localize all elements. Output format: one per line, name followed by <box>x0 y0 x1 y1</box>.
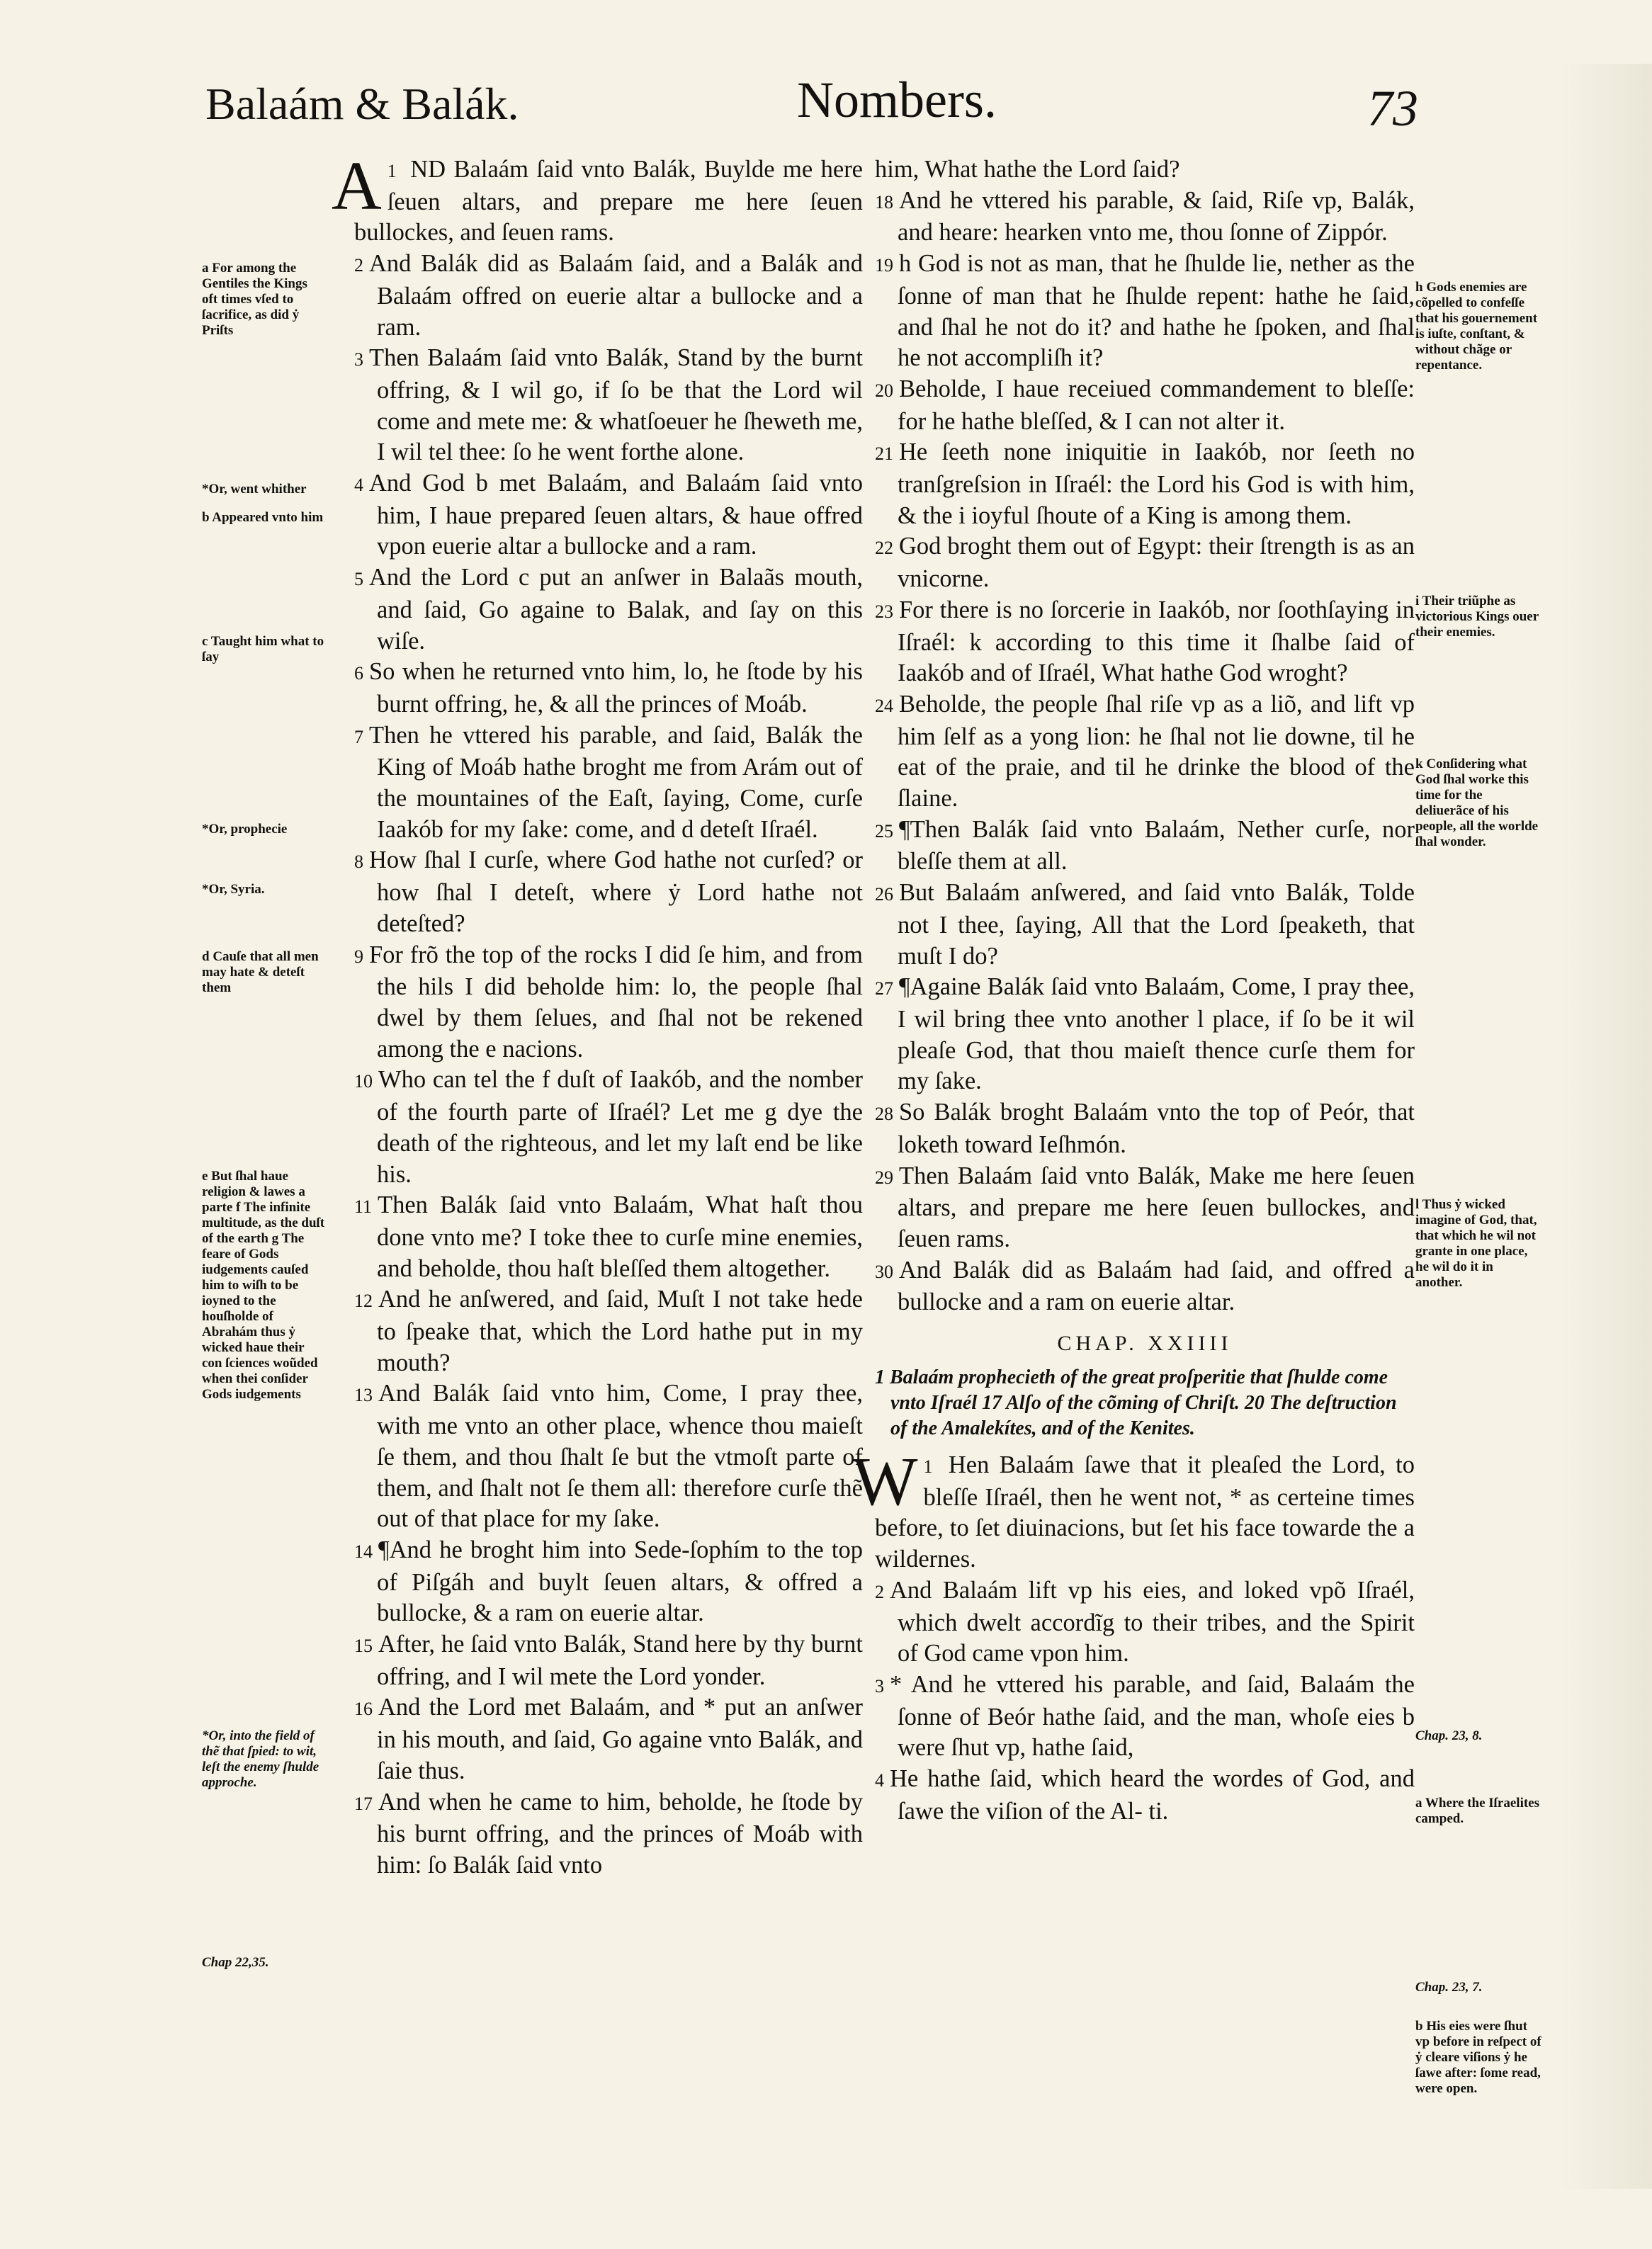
verse-text: How ſhal I curſe, where God hathe not curſed? or how ſhal I deteſt, where ẏ Lord hathe not deteſted? <box>369 846 863 937</box>
verse-number: 30 <box>875 1261 893 1282</box>
chapter-heading: CHAP. XXIIII <box>1057 1332 1233 1356</box>
verse <box>354 1692 863 1786</box>
verse-number: 27 <box>875 978 893 999</box>
left-column <box>332 148 863 1881</box>
verse-number: 3 <box>875 1675 884 1696</box>
verse-text: h God is not as man, that he ſhulde lie, nether as the ſonne of man that he ſhulde repent: hathe he ſaid, and ſhal he not do it? and hathe he ſpoken, and ſhal he not accompliſh it? <box>898 250 1415 372</box>
verse-number: 18 <box>875 191 893 213</box>
verse-number: 8 <box>354 851 363 873</box>
verse-text: But Balaám anſwered, and ſaid vnto Balák, Tolde not I thee, ſaying, All that the Lord ſpeaketh, that muſt I do? <box>898 879 1415 970</box>
margin-note: l Thus ẏ wicked imagine of God, that, that which he wil not grante in one place, he wil do it in another. <box>1415 1197 1537 1290</box>
verse-number: 5 <box>354 569 363 590</box>
verse <box>875 595 1415 689</box>
verse <box>875 249 1415 374</box>
drop-cap: W <box>852 1444 918 1521</box>
verse <box>875 374 1415 437</box>
verse <box>354 720 863 846</box>
verse-number: 10 <box>354 1071 373 1092</box>
verse-text: And when he came to him, beholde, he ſtode by his burnt offring, and the princes of Moáb with him: ſo Balák ſaid vnto <box>377 1788 863 1879</box>
verse-text: * And he vttered his parable, and ſaid, Balaám the ſonne of Beór hathe ſaid, and the man, whoſe eies b were ſhut vp, hathe ſaid, <box>890 1670 1415 1762</box>
verse <box>875 1097 1415 1160</box>
verse-text: For there is no ſorcerie in Iaakób, nor ſoothſaying in Iſraél: k according to this time it ſhalbe ſaid of Iaakób and of Iſraél, What hathe God wroght? <box>898 596 1415 687</box>
verse-text: After, he ſaid vnto Balák, Stand here by thy burnt offring, and I wil mete the Lord yonder. <box>377 1631 863 1690</box>
verse-number: 17 <box>354 1793 373 1814</box>
verse <box>852 1444 1415 1575</box>
verse <box>875 186 1415 249</box>
verse-number: 6 <box>354 663 363 684</box>
margin-note: Chap. 23, 7. <box>1415 1980 1483 1995</box>
verse-number: 25 <box>875 820 893 842</box>
verse-number: 24 <box>875 695 893 716</box>
facing-page-bleed <box>1558 64 1652 2189</box>
verse-number: 3 <box>354 349 363 370</box>
verse <box>354 1629 863 1692</box>
verse-number: 23 <box>875 601 893 622</box>
margin-note: k Conſidering what God ſhal worke this time for the deliuerãce of his people, all the worlde ſhal wonder. <box>1415 757 1539 849</box>
verse-text: So when he returned vnto him, lo, he ſtode by his burnt offring, he, & all the princes of Moáb. <box>369 658 863 718</box>
verse-number: 12 <box>354 1291 373 1312</box>
margin-note: d Cauſe that all men may hate & deteſt them <box>202 949 319 995</box>
verse-number: 26 <box>875 884 893 905</box>
verse-text: God broght them out of Egypt: their ſtrength is as an vnicorne. <box>898 533 1415 593</box>
verse <box>354 657 863 720</box>
margin-note: b Appeared vnto him <box>202 510 324 525</box>
verse-number: 13 <box>354 1385 373 1406</box>
margin-note: *Or, Syria. <box>202 882 265 897</box>
verse-text: And he anſwered, and ſaid, Muſt I not take hede to ſpeake that, which the Lord hathe put in my mouth? <box>377 1286 863 1376</box>
verse-text: Hen Balaám ſawe that it pleaſed the Lord, to bleſſe Iſraél, then he went not, * as certeine times before, to ſet diuinacions, but ſet his face towarde the a wildernes. <box>875 1451 1415 1573</box>
margin-note: Chap 22,35. <box>202 1955 269 1970</box>
verse-number: 21 <box>875 443 893 465</box>
verse <box>354 249 863 343</box>
verse <box>875 878 1415 972</box>
verse <box>875 154 1415 186</box>
verse <box>875 1161 1415 1255</box>
verse-number: 16 <box>354 1699 373 1720</box>
verse-text: He ſeeth none iniquitie in Iaakób, nor ſeeth no tranſgreſsion in Iſraél: the Lord his God is with him, & the i ioyful ſhoute of a King is among them. <box>898 438 1415 529</box>
verse <box>354 940 863 1065</box>
margin-note: h Gods enemies are cõpelled to confeſſe that his gouernement is iuſte, conſtant, & without chãge or repentance. <box>1415 280 1538 373</box>
verse-number: 15 <box>354 1636 373 1657</box>
verse-number: 7 <box>354 726 363 747</box>
verse <box>875 1670 1415 1764</box>
verse-number: 11 <box>354 1196 373 1218</box>
right-column <box>852 154 1415 1827</box>
verse-text: Then Balaám ſaid vnto Balák, Stand by the burnt offring, & I wil go, if ſo be that the Lord wil come and mete me: & whatſoeuer he ſheweth me, I wil tel thee: ſo he went forthe alone. <box>369 344 863 466</box>
margin-note: a For among the Gentiles the Kings oft times vſed to ſacrifice, as did ẏ Priſts <box>202 261 307 338</box>
verse <box>354 1190 863 1284</box>
verse <box>354 845 863 939</box>
verse <box>875 1575 1415 1670</box>
verse-text: So Balák broght Balaám vnto the top of Peór, that loketh toward Ieſhmón. <box>898 1099 1415 1158</box>
verse-text: And the Lord met Balaám, and * put an anſwer in his mouth, and ſaid, Go againe vnto Balák, and ſaie thus. <box>377 1694 863 1784</box>
verse-text: And Balák did as Balaám ſaid, and a Balák and Balaám offred on euerie altar a bullocke and a ram. <box>369 250 863 341</box>
margin-note: *Or, went whither <box>202 482 307 497</box>
verse-number: 20 <box>875 380 893 401</box>
verse-text: And God b met Balaám, and Balaám ſaid vnto him, I haue prepared ſeuen altars, & haue offred vpon euerie altar a bullocke and a ram. <box>369 470 863 560</box>
chapter-summary: 1 Balaám prophecieth of the great proſperitie that ſhulde come vnto Iſraél 17 Alſo of the cõming of Chriſt. 20 The deſtruction of the Amalekítes, and of the Kenites. <box>875 1366 1397 1440</box>
margin-note: e But ſhal haue religion & lawes a parte f The infinite multitude, as the duſt of the earth g The feare of Gods iudgements cauſed him to wiſh to be ioyned to the houſholde of Abrahám thus ẏ wicked haue their con ſciences woũded when thei conſider Gods iudgements <box>202 1169 325 1402</box>
verse-text: And Balák did as Balaám had ſaid, and offred a bullocke and a ram on euerie altar. <box>898 1256 1415 1316</box>
verse-text: Then Balaám ſaid vnto Balák, Make me here ſeuen altars, and prepare me here ſeuen bullockes, and ſeuen rams. <box>898 1162 1415 1252</box>
page-number: 73 <box>1367 80 1418 137</box>
verse-number: 2 <box>875 1581 884 1602</box>
verse <box>354 1065 863 1190</box>
verse <box>354 1535 863 1629</box>
margin-note: c Taught him what to ſay <box>202 634 324 664</box>
verse-number: 4 <box>875 1770 884 1791</box>
margin-note: Chap. 23, 8. <box>1415 1728 1483 1743</box>
verse <box>875 531 1415 594</box>
margin-note: i Their triũphe as victorious Kings ouer their enemies. <box>1415 594 1539 640</box>
verse <box>354 1787 863 1881</box>
verse <box>875 689 1415 815</box>
verse <box>875 972 1415 1097</box>
verse <box>354 343 863 468</box>
verse-text: For frõ the top of the rocks I did ſe him, and from the hils I did beholde him: lo, the people ſhal dwel by them ſelues, and ſhal not be rekened among the e nacions. <box>369 941 863 1063</box>
verse-text: And he vttered his parable, & ſaid, Riſe vp, Balák, and heare: hearken vnto me, thou ſonne of Zippór. <box>898 186 1415 247</box>
verse-text: Then he vttered his parable, and ſaid, Balák the King of Moáb hathe broght me from Arám out of the mountaines of the Eaſt, ſaying, Come, curſe Iaakób for my ſake: come, and d deteſt Iſraél. <box>369 721 863 843</box>
margin-note: b His eies were ſhut vp before in reſpect of ẏ cleare viſions ẏ he ſawe after: ſome read, were open. <box>1415 2019 1541 2096</box>
drop-cap: A <box>332 148 382 225</box>
verse-number: 1 <box>923 1456 933 1478</box>
verse-number: 1 <box>387 161 397 181</box>
verse-text: Beholde, the people ſhal riſe vp as a liõ, and lift vp him ſelf as a yong lion: he ſhal not lie downe, til he eat of the praie, and til he drinke the blood of the ſlaine. <box>898 690 1415 812</box>
verse <box>875 1764 1415 1827</box>
verse-text: ¶Then Balák ſaid vnto Balaám, Nether curſe, nor bleſſe them at all. <box>898 815 1415 876</box>
verse-number: 29 <box>875 1167 893 1188</box>
verse <box>354 468 863 562</box>
margin-note: *Or, prophecie <box>202 822 288 837</box>
verse-number: 19 <box>875 255 893 276</box>
verse-text: ¶Againe Balák ſaid vnto Balaám, Come, I pray thee, I wil bring thee vnto another l place, if ſo be it wil pleaſe God, that thou maieſt thence curſe them for my ſake. <box>898 973 1415 1095</box>
verse-text: Beholde, I haue receiued commandement to bleſſe: for he hathe bleſſed, & I can not alter it. <box>898 375 1415 435</box>
verse <box>332 148 863 249</box>
running-head-book: Nombers. <box>797 72 997 128</box>
running-head-left: Balaám & Balák. <box>205 79 519 129</box>
verse-number: 2 <box>354 255 363 276</box>
verse-number: 9 <box>354 946 363 967</box>
verse-text: And the Lord c put an anſwer in Balaãs mouth, and ſaid, Go againe to Balak, and ſay on this wiſe. <box>369 564 863 655</box>
verse-text: Who can tel the f duſt of Iaakób, and the nomber of the fourth parte of Iſraél? Let me g dye the death of the righteous, and let my laſt end be like his. <box>377 1066 863 1188</box>
verse <box>875 437 1415 531</box>
verse-text: And Balák ſaid vnto him, Come, I pray thee, with me vnto an other place, whence thou maieſt ſe them, and thou ſhalt ſe but the vtmoſt parte of them, and ſhalt not ſe them all: therefore curſe thẽ out of that place for my ſake. <box>377 1380 863 1533</box>
verse-number: 22 <box>875 538 893 559</box>
verse <box>354 1284 863 1378</box>
verse <box>354 562 863 657</box>
verse <box>354 1378 863 1535</box>
verse-text: And Balaám lift vp his eies, and loked vpõ Iſraél, which dwelt accordĩg to their tribes, and the Spirit of God came vpon him. <box>890 1576 1415 1667</box>
verse-text: Then Balák ſaid vnto Balaám, What haſt thou done vnto me? I toke thee to curſe mine enemies, and beholde, thou haſt bleſſed them altogether. <box>377 1191 863 1282</box>
verse-number: 14 <box>354 1541 373 1562</box>
verse-number: 28 <box>875 1104 893 1125</box>
verse <box>875 1255 1415 1318</box>
verse-text: ND Balaám ſaid vnto Balák, Buylde me here ſeuen altars, and prepare me here ſeuen bullockes, and ſeuen rams. <box>354 156 863 247</box>
verse-text: ¶And he broght him into Sede-ſophím to the top of Piſgáh and buylt ſeuen altars, & offred a bullocke, & a ram on euerie altar. <box>377 1536 863 1627</box>
verse-text: He hathe ſaid, which heard the wordes of God, and ſawe the viſion of the Al- ti. <box>890 1765 1415 1825</box>
verse-number: 4 <box>354 475 363 496</box>
margin-note: *Or, into the field of thẽ that ſpied: to wit, leſt the enemy ſhulde approche. <box>202 1728 319 1790</box>
verse-text: him, What hathe the Lord ſaid? <box>875 156 1180 183</box>
verse <box>875 815 1415 878</box>
margin-note: a Where the Iſraelites camped. <box>1415 1796 1540 1826</box>
